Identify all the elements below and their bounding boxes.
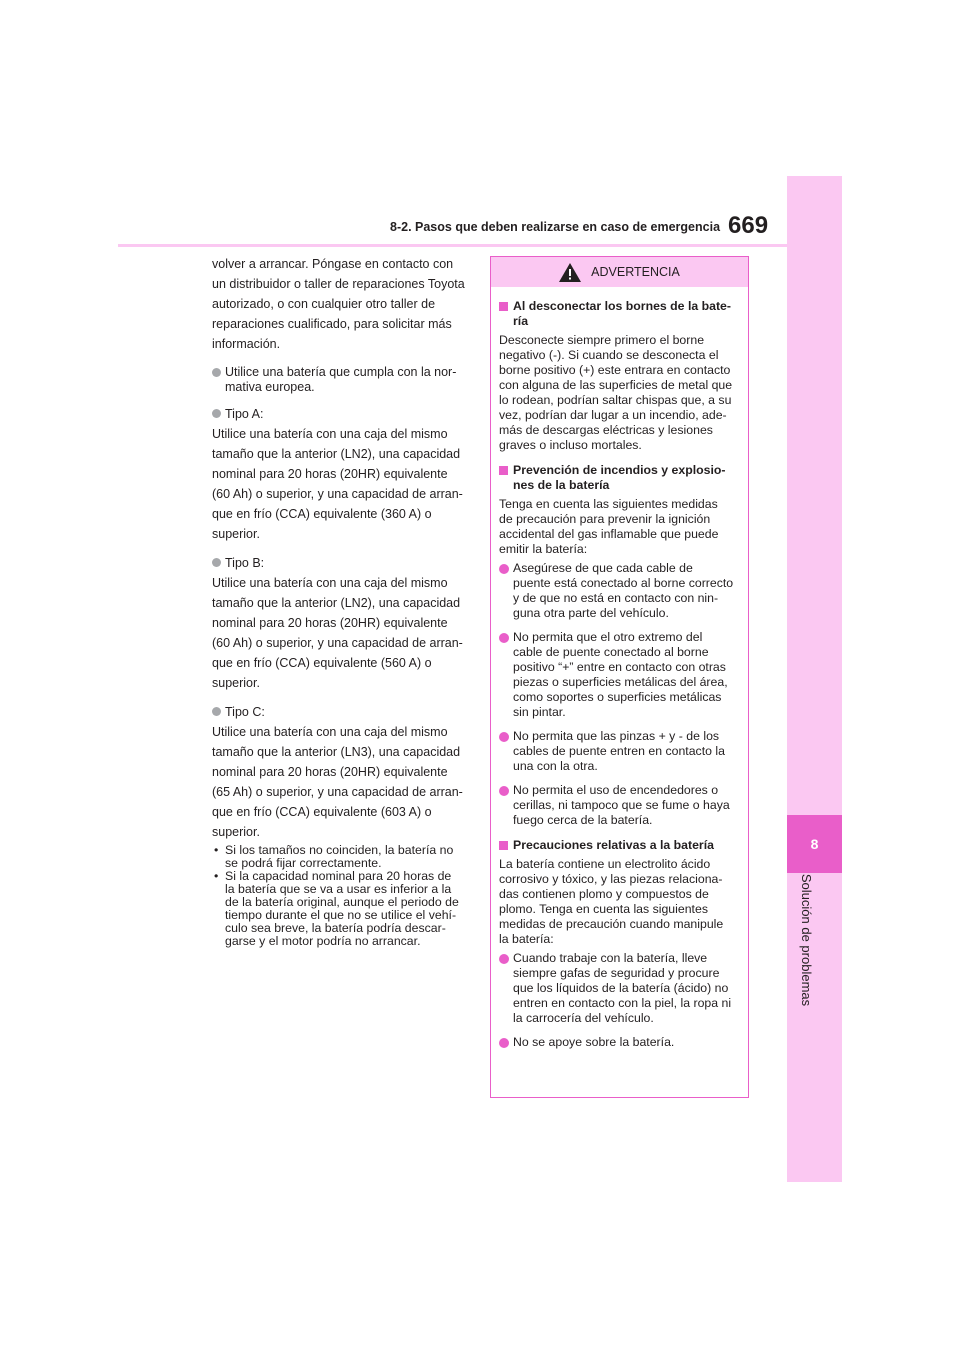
body-line: lo rodean, podrían saltar chispas que, a su bbox=[499, 393, 732, 407]
bullet-dot-icon bbox=[212, 409, 221, 418]
body-line: (60 Ah) o superior, y una capacidad de arran- bbox=[212, 636, 463, 650]
body-line: que en frío (CCA) equivalente (603 A) o bbox=[212, 805, 432, 819]
bullet-dot-icon bbox=[499, 786, 509, 796]
notes-list bbox=[212, 844, 470, 948]
bullet-line: como soportes o superficies metálicas bbox=[513, 690, 722, 704]
warning-section-body bbox=[499, 857, 741, 947]
warning-bullet bbox=[499, 1035, 741, 1050]
bullet-dot-icon bbox=[499, 633, 509, 643]
body-line: borne positivo (+) este entrara en contacto bbox=[499, 363, 731, 377]
body-line: tamaño que la anterior (LN3), una capacidad bbox=[212, 745, 461, 759]
square-bullet-icon bbox=[499, 302, 508, 311]
body-line: graves o incluso mortales. bbox=[499, 438, 642, 452]
body-line: Utilice una batería con una caja del mismo bbox=[212, 725, 448, 739]
square-bullet-icon bbox=[499, 466, 508, 475]
bullet-line: una con la otra. bbox=[513, 759, 598, 773]
bullet-line: No permita el uso de encendedores o bbox=[513, 783, 719, 797]
note-line: Si los tamaños no coinciden, la batería no bbox=[225, 843, 454, 857]
bullet-line: cables de puente entren en contacto la bbox=[513, 744, 725, 758]
header-rule bbox=[118, 244, 787, 247]
body-line: tamaño que la anterior (LN2), una capacidad bbox=[212, 596, 461, 610]
intro-line: información. bbox=[212, 337, 281, 351]
chapter-sidebar bbox=[787, 176, 842, 1182]
note-item bbox=[212, 870, 470, 948]
bullet-dot-icon bbox=[212, 368, 221, 377]
bullet-line: que los líquidos de la batería (ácido) no bbox=[513, 981, 729, 995]
bullet-line: guna otra parte del vehículo. bbox=[513, 606, 669, 620]
body-line: negativo (-). Si cuando se desconecta el bbox=[499, 348, 719, 362]
bullet-line: puente está conectado al borne correcto bbox=[513, 576, 734, 590]
bullet-dot-icon bbox=[212, 707, 221, 716]
bullet-line: No se apoye sobre la batería. bbox=[513, 1035, 675, 1049]
body-line: plomo. Tenga en cuenta las siguientes bbox=[499, 902, 708, 916]
heading-line: Prevención de incendios y explosio- bbox=[513, 463, 726, 477]
bullet-europe bbox=[212, 363, 470, 395]
body-line: nominal para 20 horas (20HR) equivalente bbox=[212, 467, 448, 481]
section-title: 8-2. Pasos que deben realizarse en caso de emergencia bbox=[390, 220, 721, 234]
type-b-block bbox=[212, 553, 470, 693]
note-line: Si la capacidad nominal para 20 horas de bbox=[225, 869, 452, 883]
bullet-dot-icon bbox=[499, 954, 509, 964]
body-line: con alguna de las superficies de metal que bbox=[499, 378, 733, 392]
body-line: Tenga en cuenta las siguientes medidas bbox=[499, 497, 718, 511]
warning-title: ADVERTENCIA bbox=[591, 265, 680, 279]
bullet-line: mativa europea. bbox=[225, 380, 315, 394]
body-line: nominal para 20 horas (20HR) equivalente bbox=[212, 765, 448, 779]
body-line: que en frío (CCA) equivalente (560 A) o bbox=[212, 656, 432, 670]
intro-line: volver a arrancar. Póngase en contacto con bbox=[212, 257, 454, 271]
note-line: culo sea breve, la batería podría descar- bbox=[225, 921, 446, 935]
intro-line: un distribuidor o taller de reparaciones Toyota bbox=[212, 277, 465, 291]
warning-bullet bbox=[499, 783, 741, 828]
bullet-line: Asegúrese de que cada cable de bbox=[513, 561, 693, 575]
type-a-title: Tipo A: bbox=[225, 407, 264, 421]
note-item bbox=[212, 844, 470, 870]
bullet-line: fuego cerca de la batería. bbox=[513, 813, 653, 827]
body-line: superior. bbox=[212, 527, 260, 541]
body-line: nominal para 20 horas (20HR) equivalente bbox=[212, 616, 448, 630]
chapter-title: Solución de problemas bbox=[799, 873, 814, 1007]
bullet-line: cable de puente conectado al borne bbox=[513, 645, 709, 659]
warning-bullet bbox=[499, 561, 741, 621]
body-line: das contienen plomo y compuestos de bbox=[499, 887, 709, 901]
body-line: superior. bbox=[212, 676, 260, 690]
body-line: Utilice una batería con una caja del mismo bbox=[212, 576, 448, 590]
bullet-dot-icon bbox=[499, 564, 509, 574]
heading-line: nes de la batería bbox=[513, 478, 610, 492]
heading-line: ría bbox=[513, 314, 529, 328]
body-line: que en frío (CCA) equivalente (360 A) o bbox=[212, 507, 432, 521]
type-c-block bbox=[212, 702, 470, 842]
body-line: más de descargas eléctricas y lesiones bbox=[499, 423, 713, 437]
note-bullet-icon: • bbox=[214, 843, 219, 857]
warning-section-heading bbox=[499, 463, 741, 493]
page-number: 669 bbox=[728, 212, 769, 239]
type-b-title: Tipo B: bbox=[225, 556, 265, 570]
body-line: Desconecte siempre primero el borne bbox=[499, 333, 705, 347]
body-line: La batería contiene un electrolito ácido bbox=[499, 857, 711, 871]
note-line: tiempo durante el que no se utilice el vehí- bbox=[225, 908, 457, 922]
note-line: de la batería original, aunque el periodo de bbox=[225, 895, 459, 909]
warning-bullet bbox=[499, 630, 741, 720]
type-c-title: Tipo C: bbox=[225, 705, 265, 719]
warning-triangle-icon bbox=[559, 263, 581, 282]
bullet-line: sin pintar. bbox=[513, 705, 566, 719]
body-line: (65 Ah) o superior, y una capacidad de arran- bbox=[212, 785, 463, 799]
bullet-line: piezas o superficies metálicas del área, bbox=[513, 675, 728, 689]
intro-line: reparaciones cualificado, para solicitar más bbox=[212, 317, 452, 331]
body-line: vez, podrían dar lugar a un incendio, ade- bbox=[499, 408, 727, 422]
bullet-dot-icon bbox=[212, 558, 221, 567]
square-bullet-icon bbox=[499, 841, 508, 850]
intro-paragraph bbox=[212, 254, 470, 354]
left-column bbox=[212, 254, 470, 948]
bullet-line: Cuando trabaje con la batería, lleve bbox=[513, 951, 708, 965]
body-line: (60 Ah) o superior, y una capacidad de arran- bbox=[212, 487, 463, 501]
warning-section-body bbox=[499, 333, 741, 453]
intro-line: autorizado, o con cualquier otro taller de bbox=[212, 297, 436, 311]
bullet-line: No permita que las pinzas + y - de los bbox=[513, 729, 720, 743]
body-line: tamaño que la anterior (LN2), una capacidad bbox=[212, 447, 461, 461]
bullet-line: la carrocería del vehículo. bbox=[513, 1011, 654, 1025]
note-line: garse y el motor podría no arrancar. bbox=[225, 934, 421, 948]
warning-bullet bbox=[499, 729, 741, 774]
warning-box bbox=[490, 256, 749, 1098]
body-line: de precaución para prevenir la ignición bbox=[499, 512, 711, 526]
note-line: la batería que se va a usar es inferior a la bbox=[225, 882, 452, 896]
bullet-line: cerillas, ni tampoco que se fume o haya bbox=[513, 798, 730, 812]
body-line: la batería: bbox=[499, 932, 554, 946]
bullet-line: positivo “+” entre en contacto con otras bbox=[513, 660, 726, 674]
note-bullet-icon: • bbox=[214, 869, 219, 883]
body-line: medidas de precaución cuando manipule bbox=[499, 917, 724, 931]
warning-section-body bbox=[499, 497, 741, 557]
type-a-block bbox=[212, 404, 470, 544]
body-line: corrosivo y tóxico, y las piezas relaciona- bbox=[499, 872, 723, 886]
bullet-dot-icon bbox=[499, 1038, 509, 1048]
bullet-line: entren en contacto con la piel, la ropa ni bbox=[513, 996, 732, 1010]
body-line: Utilice una batería con una caja del mismo bbox=[212, 427, 448, 441]
warning-content bbox=[491, 287, 748, 1050]
chapter-number-tab: 8 bbox=[787, 815, 842, 873]
warning-header bbox=[491, 257, 748, 287]
heading-line: Al desconectar los bornes de la bate- bbox=[513, 299, 731, 313]
body-line: accidental del gas inflamable que puede bbox=[499, 527, 719, 541]
bullet-line: y de que no está en contacto con nin- bbox=[513, 591, 719, 605]
note-line: se podrá fijar correctamente. bbox=[225, 856, 382, 870]
bullet-line: Utilice una batería que cumpla con la nor- bbox=[225, 365, 457, 379]
bullet-line: siempre gafas de seguridad y procure bbox=[513, 966, 720, 980]
bullet-line: No permita que el otro extremo del bbox=[513, 630, 703, 644]
warning-bullet bbox=[499, 951, 741, 1026]
bullet-dot-icon bbox=[499, 732, 509, 742]
warning-section-heading bbox=[499, 838, 741, 853]
heading-line: Precauciones relativas a la batería bbox=[513, 838, 714, 852]
warning-section-heading bbox=[499, 299, 741, 329]
body-line: emitir la batería: bbox=[499, 542, 588, 556]
body-line: superior. bbox=[212, 825, 260, 839]
